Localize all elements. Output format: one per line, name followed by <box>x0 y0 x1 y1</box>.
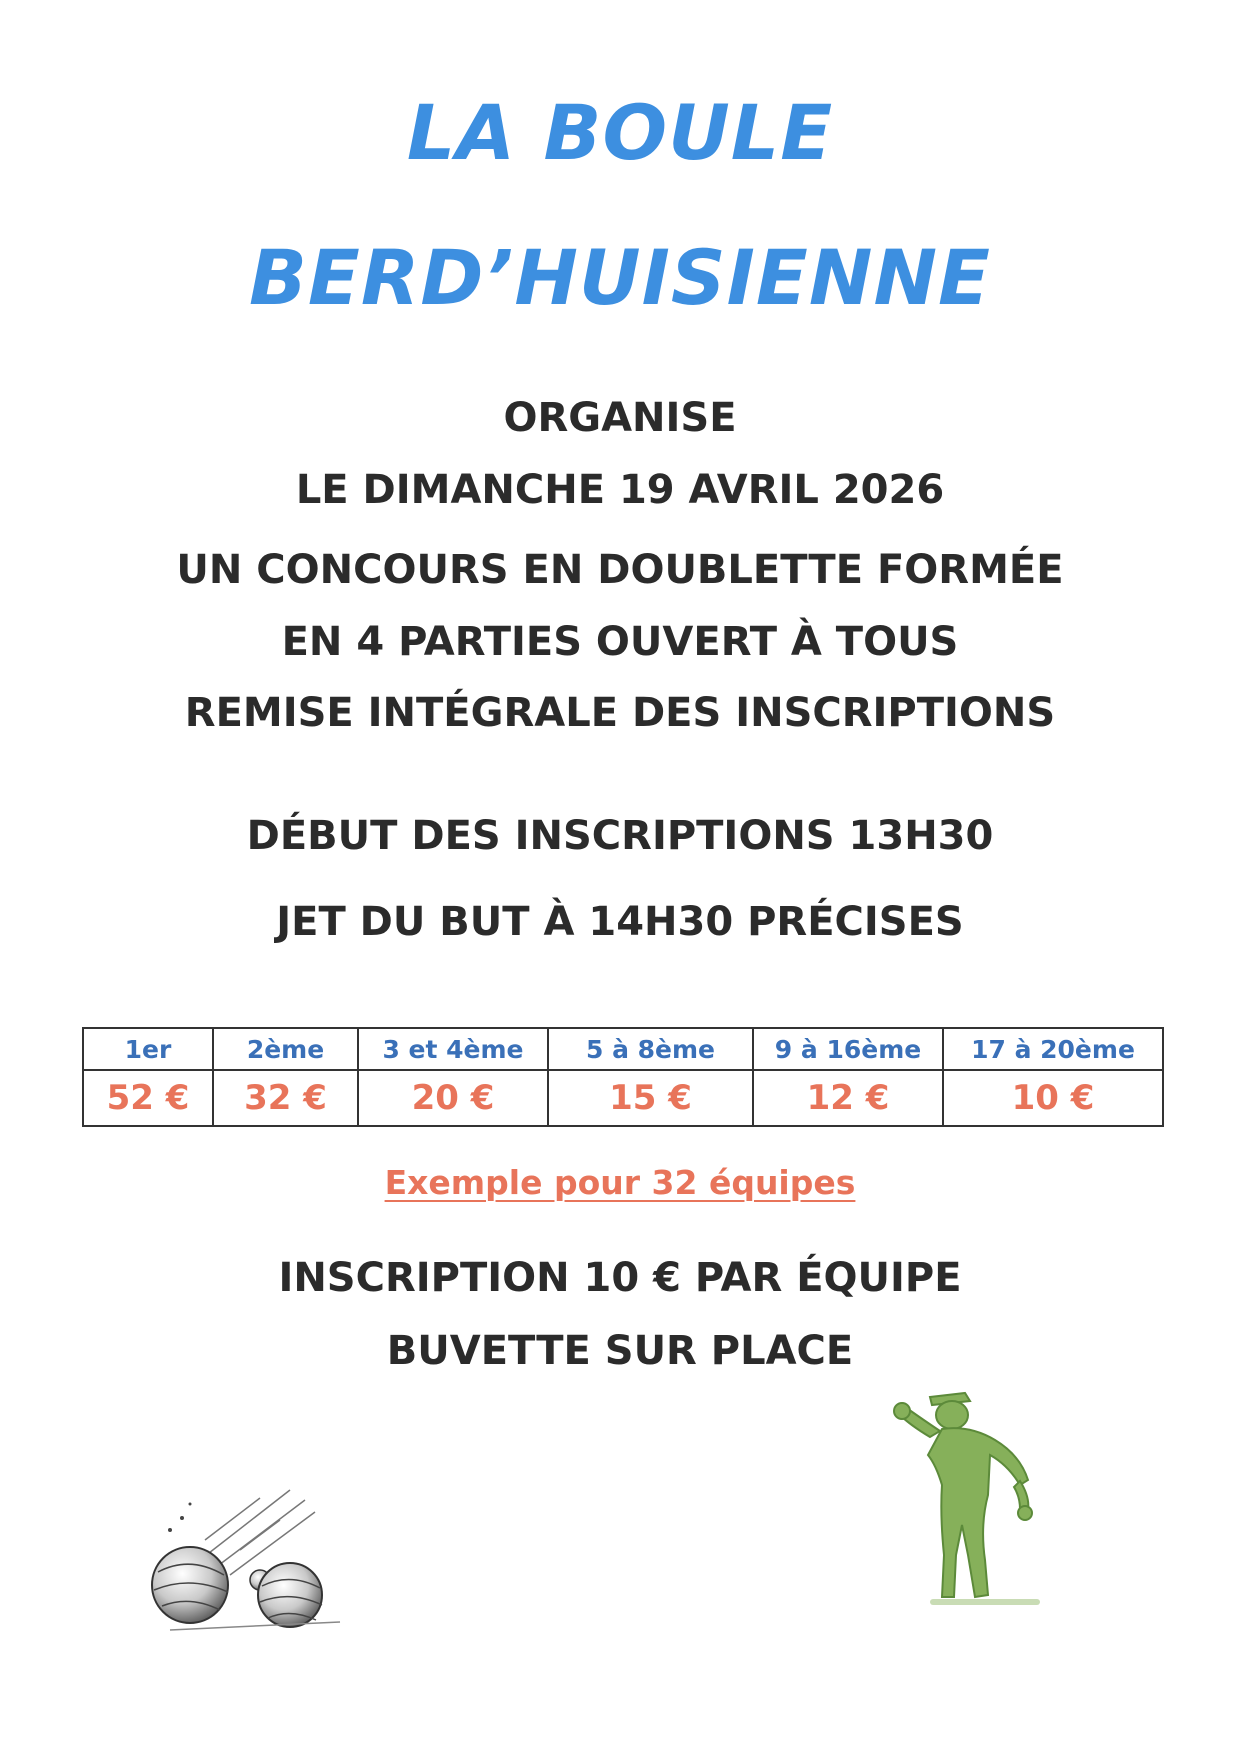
example-note-text: Exemple pour 32 équipes <box>384 1163 856 1202</box>
start-time: JET DU BUT À 14H30 PRÉCISES <box>276 899 964 945</box>
club-name-line-1: LA BOULE <box>406 88 834 177</box>
organise-text: ORGANISE <box>503 395 737 441</box>
place-cell: 2ème <box>213 1028 358 1070</box>
registration-fee: INSCRIPTION 10 € PAR ÉQUIPE <box>278 1255 962 1301</box>
place-cell: 5 à 8ème <box>548 1028 753 1070</box>
contest-format: EN 4 PARTIES OUVERT À TOUS <box>281 619 959 665</box>
place-cell: 9 à 16ème <box>753 1028 943 1070</box>
club-name-line-2: BERD’HUISIENNE <box>249 233 991 322</box>
amount-cell: 15 € <box>548 1070 753 1126</box>
amount-cell: 52 € <box>83 1070 213 1126</box>
amount-cell: 32 € <box>213 1070 358 1126</box>
petanque-player-illustration <box>870 1385 1070 1625</box>
example-note <box>0 1163 1240 1202</box>
refreshments-note: BUVETTE SUR PLACE <box>386 1328 854 1374</box>
event-date: LE DIMANCHE 19 AVRIL 2026 <box>295 467 945 513</box>
prize-places-row <box>83 1028 1163 1070</box>
prize-policy: REMISE INTÉGRALE DES INSCRIPTIONS <box>184 690 1056 736</box>
prize-amounts-row <box>83 1070 1163 1126</box>
amount-cell: 10 € <box>943 1070 1163 1126</box>
place-cell: 17 à 20ème <box>943 1028 1163 1070</box>
amount-cell: 12 € <box>753 1070 943 1126</box>
contest-type: UN CONCOURS EN DOUBLETTE FORMÉE <box>176 547 1064 593</box>
amount-cell: 20 € <box>358 1070 548 1126</box>
prize-table <box>82 1027 1164 1127</box>
place-cell: 3 et 4ème <box>358 1028 548 1070</box>
place-cell: 1er <box>83 1028 213 1070</box>
registration-start: DÉBUT DES INSCRIPTIONS 13H30 <box>246 813 994 859</box>
petanque-balls-illustration <box>140 1480 370 1640</box>
